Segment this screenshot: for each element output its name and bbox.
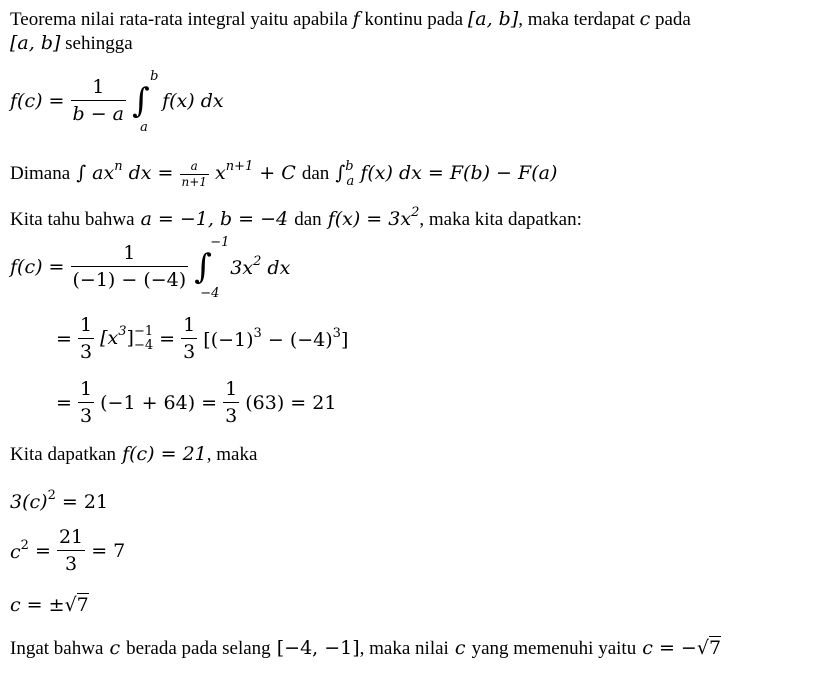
eq3-fraction-2 [181,312,197,365]
dapat-end: , maka [206,444,258,465]
eq2-upper: −1 [210,234,230,250]
eq1-fraction [71,74,127,127]
eq3-bracket-group [100,324,153,353]
kita-line [10,201,582,232]
dimana-plus: + C [259,162,296,184]
intro-line2-text: sehingga [65,33,133,54]
eq2-lhs: f(c) = [10,255,65,278]
equation-5 [10,484,108,514]
eq3-den2: 3 [183,341,196,363]
eq3-r-exp1: 3 [253,326,262,341]
eq6-den: 3 [65,553,78,575]
eq4-num: 1 [78,376,94,403]
eq6-num: 21 [57,524,85,551]
dimana-dan: dan [301,163,330,184]
eq1-den: b − a [72,103,125,125]
final-rad: 7 [708,637,722,659]
eq4-num2: 1 [223,376,239,403]
intro-f: f [352,8,360,30]
eq3-lo: −4 [133,338,154,353]
intro-line-2 [10,31,133,56]
dimana-rest: f(x) dx = F(b) − F(a) [360,162,558,184]
dimana-x: x [214,162,226,184]
eq4-eq: = [56,391,72,414]
eq5-exp: 2 [47,488,56,503]
intro-mid: kontinu pada [364,9,464,30]
kita-exp: 2 [411,205,420,220]
eq3-bclose: ] [126,327,134,349]
eq2-lower: −4 [200,285,220,301]
final-line [10,636,721,661]
dimana-int: ∫ ax [76,162,115,184]
equation-2 [10,234,291,301]
dimana-int2-upper: b [345,159,354,174]
kita-f: f(x) = 3x [327,208,412,230]
kita-dan: dan [294,209,322,230]
eq4-end: (63) = 21 [245,391,337,414]
eq6-exp: 2 [20,538,29,553]
eq2-fraction [71,240,189,293]
eq3-rest: [(−1) [203,329,254,351]
eq7-rad: 7 [76,594,89,616]
dimana-fraction [180,159,209,190]
final-mid: berada pada selang [126,638,271,659]
eq3-limits [134,325,153,353]
equation-1 [10,68,224,135]
kita-a: a = −1, b = −4 [140,208,289,230]
eq6-lhs: c [10,541,21,563]
eq5-lhs: 3(c) [10,491,48,513]
final-label: Ingat bahwa [10,638,104,659]
eq7-sqrt: √7 [64,594,89,616]
eq4-mid: (−1 + 64) = [100,391,218,414]
eq6-fraction [57,524,85,577]
dimana-label: Dimana [10,163,71,184]
equation-4 [56,376,336,432]
eq2-dx: dx [267,257,291,279]
dimana-int2: ∫$^b_a$ [335,159,355,189]
intro-pada: pada [655,9,691,30]
eq2-integrand: 3x [230,257,254,279]
eq1-lower: a [140,119,148,135]
eq1-lhs: f(c) = [10,89,65,112]
eq5-end: = 21 [61,491,109,513]
final-ans: c = − [642,637,697,659]
eq3-up: −1 [133,324,154,339]
intro-interval: [a, b] [467,8,519,30]
eq3-r-exp2: 3 [332,326,341,341]
final-interval: [−4, −1] [276,637,360,659]
eq4-den: 3 [79,405,93,427]
dimana-frac-num: a [180,159,209,175]
eq3-rest-group [203,326,348,351]
intro-text: Teorema nilai rata-rata integral yaitu apabila [10,9,348,30]
dapat-f: f(c) = 21 [122,443,207,465]
dapat-label: Kita dapatkan [10,444,117,465]
eq1-integrand: f(x) dx [162,89,224,112]
eq6-eq: = [34,539,51,562]
eq3-num: 1 [78,312,94,339]
eq1-num: 1 [71,74,127,101]
dimana-line [10,147,557,187]
eq1-integral: ∫ b a [132,68,159,135]
eq3-num2: 1 [181,312,197,339]
equation-3 [56,312,348,368]
eq3-rest3: ] [340,329,349,351]
eq3-fraction [78,312,94,365]
eq3-eq: = [56,327,72,350]
eq3-bracket: [x [100,327,119,349]
equation-7 [10,593,89,617]
eq3-den: 3 [79,341,93,363]
equation-6 [10,524,125,580]
eq7-lhs: c = ± [10,594,65,616]
eq4-fraction-2 [223,376,239,429]
dimana-int2-lower: a [346,174,355,189]
intro-end: , maka terdapat [518,9,635,30]
intro-line2-interval: [a, b] [10,32,61,54]
final-c2: c [454,637,466,659]
dimana-n: n [114,159,123,174]
eq2-integrand-group [230,254,290,279]
eq6-lhs-group [10,538,29,563]
eq4-fraction [78,376,94,429]
final-sqrt: √7 [696,637,722,659]
intro-line-1 [10,7,691,32]
dimana-dx: dx = [128,162,174,184]
dimana-frac-den: n+1 [181,174,207,189]
final-mid2: , maka nilai [359,638,449,659]
eq1-upper: b [150,68,159,84]
dimana-exp: n+1 [225,159,254,174]
intro-c: c [639,8,651,30]
dapat-line [10,442,257,467]
final-mid3: yang memenuhi yaitu [471,638,637,659]
eq6-end: = 7 [91,539,126,562]
final-c: c [109,637,121,659]
eq3-eq2: = [159,327,176,350]
eq2-exp: 2 [253,254,262,269]
eq2-den: (−1) − (−4) [72,269,187,291]
eq3-rest2: − (−4) [267,329,333,351]
eq4-den2: 3 [225,405,238,427]
kita-end: , maka kita dapatkan: [419,209,582,230]
eq2-num: 1 [71,240,189,267]
eq2-integral: ∫ −1 −4 [194,234,230,301]
eq3-bexp: 3 [118,324,127,339]
kita-label: Kita tahu bahwa [10,209,135,230]
